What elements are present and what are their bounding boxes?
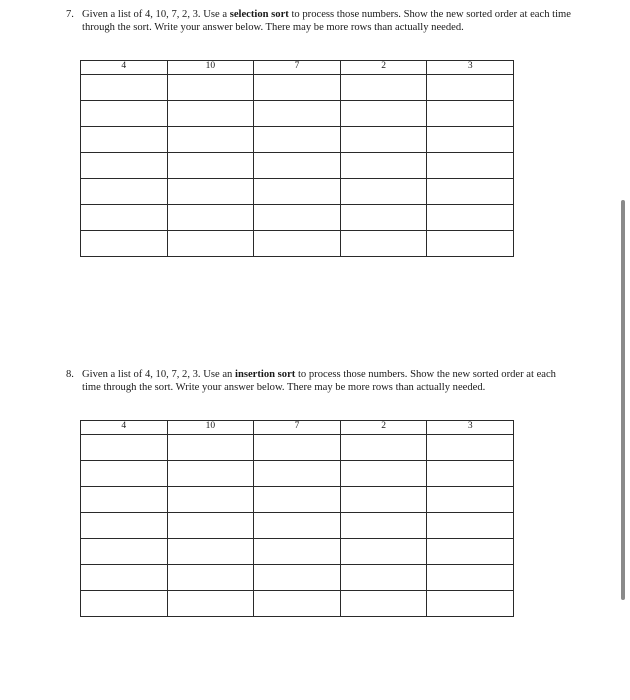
answer-row	[81, 435, 514, 461]
answer-cell[interactable]	[254, 179, 341, 205]
answer-cell[interactable]	[81, 539, 168, 565]
header-cell: 10	[167, 421, 254, 435]
answer-cell[interactable]	[81, 565, 168, 591]
question-8-number: 8.	[66, 369, 74, 380]
question-7	[66, 8, 576, 34]
answer-cell[interactable]	[427, 513, 514, 539]
answer-cell[interactable]	[340, 513, 427, 539]
answer-cell[interactable]	[340, 565, 427, 591]
question-8-text	[82, 368, 576, 394]
answer-row	[81, 205, 514, 231]
header-cell: 10	[167, 61, 254, 75]
answer-row	[81, 231, 514, 257]
answer-cell[interactable]	[427, 591, 514, 617]
header-cell: 3	[427, 421, 514, 435]
answer-cell[interactable]	[340, 461, 427, 487]
answer-cell[interactable]	[167, 231, 254, 257]
answer-cell[interactable]	[427, 127, 514, 153]
answer-cell[interactable]	[427, 101, 514, 127]
answer-cell[interactable]	[254, 75, 341, 101]
answer-cell[interactable]	[167, 565, 254, 591]
answer-cell[interactable]	[81, 461, 168, 487]
answer-row	[81, 75, 514, 101]
answer-cell[interactable]	[254, 153, 341, 179]
answer-cell[interactable]	[167, 487, 254, 513]
answer-cell[interactable]	[340, 539, 427, 565]
answer-cell[interactable]	[167, 179, 254, 205]
answer-cell[interactable]	[254, 591, 341, 617]
answer-cell[interactable]	[254, 487, 341, 513]
question-7-text-start: Given a list of 4, 10, 7, 2, 3. Use a	[82, 9, 230, 20]
answer-row	[81, 487, 514, 513]
answer-cell[interactable]	[167, 461, 254, 487]
answer-cell[interactable]	[427, 435, 514, 461]
answer-cell[interactable]	[340, 127, 427, 153]
answer-cell[interactable]	[340, 205, 427, 231]
answer-cell[interactable]	[340, 75, 427, 101]
question-7-number: 7.	[66, 9, 74, 20]
answer-cell[interactable]	[81, 101, 168, 127]
answer-cell[interactable]	[81, 179, 168, 205]
answer-cell[interactable]	[167, 513, 254, 539]
table-header-row	[81, 61, 514, 75]
answer-row	[81, 539, 514, 565]
answer-cell[interactable]	[427, 461, 514, 487]
header-cell: 7	[254, 421, 341, 435]
header-cell: 7	[254, 61, 341, 75]
question-8-text-start: Given a list of 4, 10, 7, 2, 3. Use an	[82, 369, 235, 380]
answer-cell[interactable]	[254, 539, 341, 565]
answer-cell[interactable]	[427, 539, 514, 565]
answer-cell[interactable]	[427, 153, 514, 179]
answer-cell[interactable]	[427, 565, 514, 591]
answer-cell[interactable]	[167, 75, 254, 101]
answer-cell[interactable]	[81, 591, 168, 617]
answer-row	[81, 565, 514, 591]
answer-cell[interactable]	[427, 75, 514, 101]
answer-cell[interactable]	[167, 205, 254, 231]
answer-cell[interactable]	[427, 205, 514, 231]
answer-cell[interactable]	[427, 179, 514, 205]
vertical-scrollbar[interactable]	[621, 200, 625, 600]
answer-cell[interactable]	[167, 591, 254, 617]
answer-row	[81, 591, 514, 617]
insertion-sort-table	[80, 420, 514, 617]
answer-cell[interactable]	[81, 513, 168, 539]
answer-cell[interactable]	[81, 205, 168, 231]
selection-sort-table	[80, 60, 514, 257]
answer-cell[interactable]	[340, 231, 427, 257]
answer-cell[interactable]	[340, 101, 427, 127]
answer-cell[interactable]	[254, 205, 341, 231]
answer-cell[interactable]	[254, 565, 341, 591]
answer-cell[interactable]	[340, 591, 427, 617]
answer-cell[interactable]	[254, 461, 341, 487]
answer-cell[interactable]	[340, 487, 427, 513]
answer-row	[81, 153, 514, 179]
header-cell: 4	[81, 61, 168, 75]
answer-cell[interactable]	[254, 513, 341, 539]
answer-row	[81, 179, 514, 205]
answer-cell[interactable]	[340, 153, 427, 179]
header-cell: 2	[340, 61, 427, 75]
answer-cell[interactable]	[167, 435, 254, 461]
answer-cell[interactable]	[254, 127, 341, 153]
answer-cell[interactable]	[81, 231, 168, 257]
answer-cell[interactable]	[81, 127, 168, 153]
answer-cell[interactable]	[167, 101, 254, 127]
table-header-row	[81, 421, 514, 435]
answer-row	[81, 101, 514, 127]
question-8-text-end: to process those numbers. Show the new sorted order at each time through the sort. Write your answer below. There may be more rows than actually needed.	[82, 369, 556, 393]
header-cell: 4	[81, 421, 168, 435]
header-cell: 3	[427, 61, 514, 75]
question-8	[66, 368, 576, 394]
answer-cell[interactable]	[167, 539, 254, 565]
answer-cell[interactable]	[167, 153, 254, 179]
answer-cell[interactable]	[340, 179, 427, 205]
answer-cell[interactable]	[254, 435, 341, 461]
answer-cell[interactable]	[254, 101, 341, 127]
answer-cell[interactable]	[81, 487, 168, 513]
answer-cell[interactable]	[427, 487, 514, 513]
answer-cell[interactable]	[81, 75, 168, 101]
answer-row	[81, 513, 514, 539]
question-7-bold-term: selection sort	[229, 9, 289, 20]
answer-cell[interactable]	[167, 127, 254, 153]
header-cell: 2	[340, 421, 427, 435]
question-7-text	[82, 8, 576, 34]
answer-cell[interactable]	[254, 231, 341, 257]
answer-row	[81, 461, 514, 487]
answer-cell[interactable]	[81, 435, 168, 461]
question-8-bold-term: insertion sort	[235, 369, 296, 380]
question-7-text-end: to process those numbers. Show the new sorted order at each time through the sort. Write your answer below. There may be more rows than actually needed.	[82, 9, 571, 33]
answer-row	[81, 127, 514, 153]
answer-cell[interactable]	[427, 231, 514, 257]
answer-cell[interactable]	[81, 153, 168, 179]
answer-cell[interactable]	[340, 435, 427, 461]
